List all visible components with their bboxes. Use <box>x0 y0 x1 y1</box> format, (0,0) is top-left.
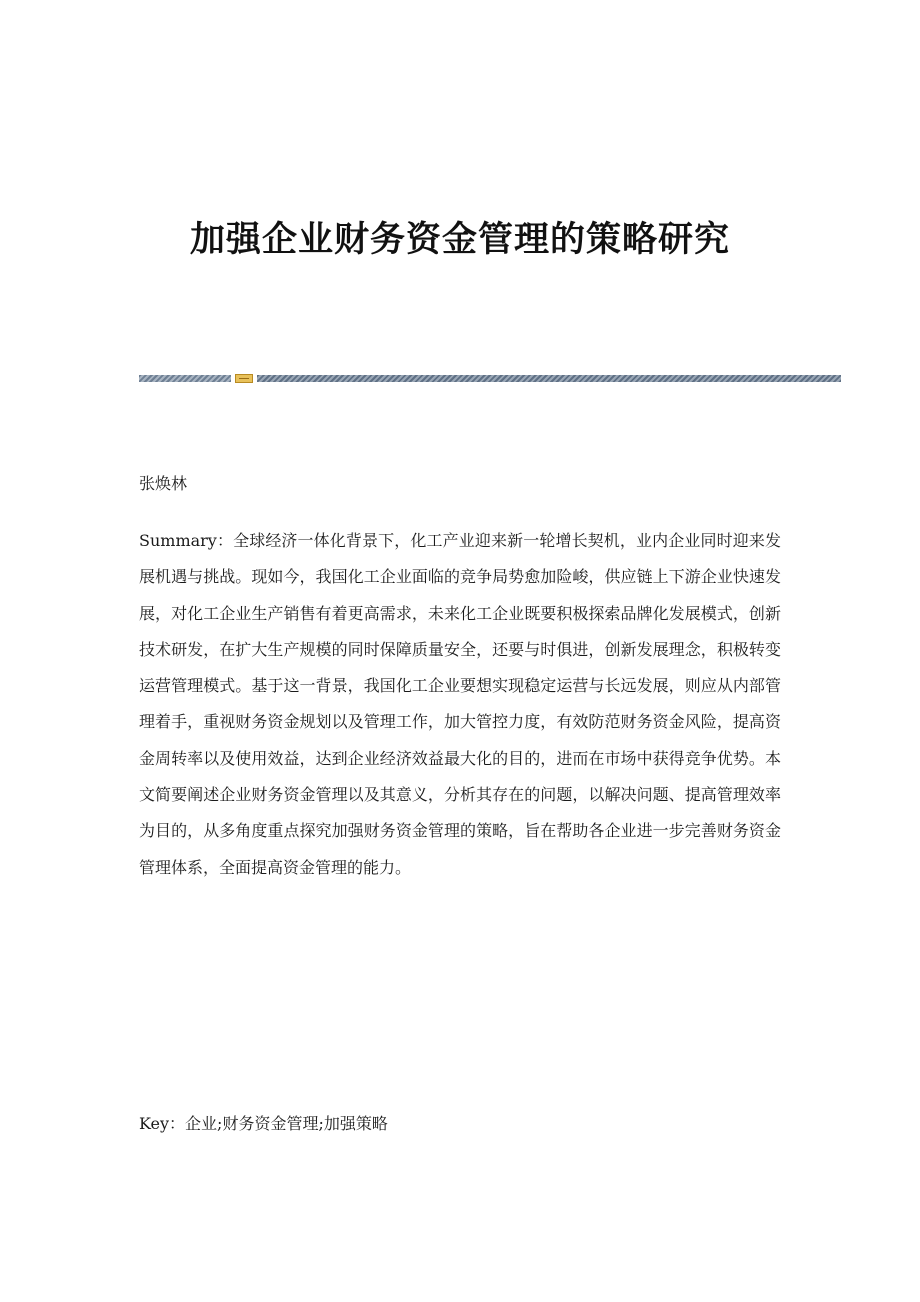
summary-paragraph <box>139 523 781 886</box>
divider-right-bar <box>257 375 841 382</box>
divider-ornament-icon <box>235 374 253 383</box>
keywords-line <box>139 1110 388 1138</box>
keywords-label: Key： <box>139 1114 186 1133</box>
keywords-text: 企业;财务资金管理;加强策略 <box>185 1114 388 1133</box>
author-name: 张焕林 <box>139 474 188 493</box>
title-divider <box>139 374 841 383</box>
summary-label: Summary： <box>139 531 234 550</box>
summary-text: 全球经济一体化背景下，化工产业迎来新一轮增长契机，业内企业同时迎来发展机遇与挑战。现如今，我国化工企业面临的竞争局势愈加险峻，供应链上下游企业快速发展，对化工企业生产销售有着更高需求，未来化工企业既要积极探索品牌化发展模式，创新技术研发，在扩大生产规模的同时保障质量安全，还要与时俱进，创新发展理念，积极转变运营管理模式。基于这一背景，我国化工企业要想实现稳定运营与长远发展，则应从内部管理着手，重视财务资金规划以及管理工作，加大管控力度，有效防范财务资金风险，提高资金周转率以及使用效益，达到企业经济效益最大化的目的，进而在市场中获得竞争优势。本文简要阐述企业财务资金管理以及其意义，分析其存在的问题，以解决问题、提高管理效率为目的，从多角度重点探究加强财务资金管理的策略，旨在帮助各企业进一步完善财务资金管理体系，全面提高资金管理的能力。 <box>139 531 781 877</box>
page-title: 加强企业财务资金管理的策略研究 <box>189 219 730 260</box>
divider-left-bar <box>139 375 231 382</box>
